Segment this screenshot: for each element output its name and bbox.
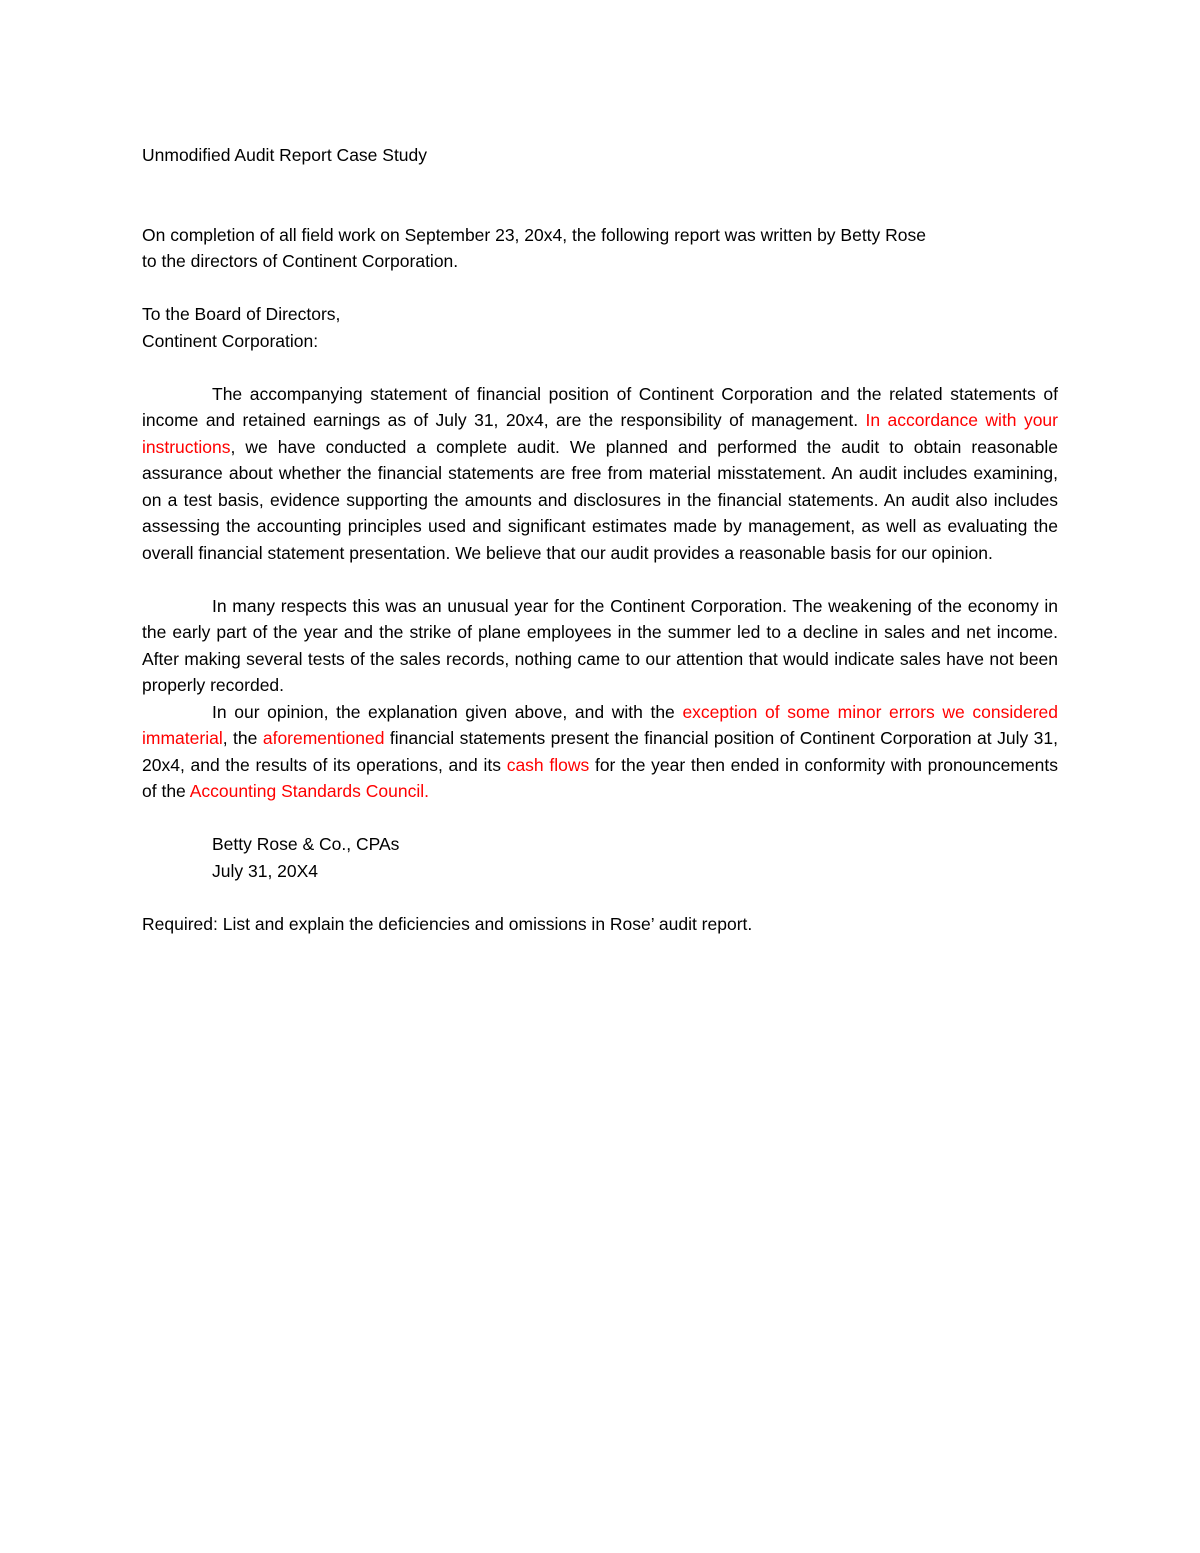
- opinion-text-4: for the year then ended in conformity with pronouncements of the: [142, 754, 1059, 801]
- document-title: Unmodified Audit Report Case Study: [142, 145, 428, 165]
- salutation-line-2: Continent Corporation:: [142, 330, 319, 351]
- scope-text-1: The accompanying statement of financial position of Continent Corporation and the related statements of income and retained earnings as of July 31, 20x4, are the responsibility of management.: [142, 383, 1058, 430]
- required-question: Required: List and explain the deficiencies and omissions in Rose’ audit report.: [142, 913, 753, 934]
- signature-date: July 31, 20X4: [212, 860, 319, 881]
- scope-text-2: , we have conducted a complete audit. We planned and performed the audit to obtain reasonable assurance about whether the financial statements are free from material misstatement. An audit includes examining, on a test basis, evidence supporting the amounts and disclosures in the financial statements. An audit also includes assessing the accounting principles used and significant estimates made by management, as well as evaluating the overall financial statement presentation. We believe that our audit provides a reasonable basis for our opinion.: [142, 436, 1058, 563]
- opinion-text-1: In our opinion, the explanation given above, and with the: [212, 701, 683, 722]
- highlight-instructions: In accordance with your instructions: [142, 410, 1058, 457]
- opinion-text-3: financial statements present the financial position of Continent Corporation at July 31, 20x4, and the results of its operations, and its: [142, 728, 1059, 775]
- opinion-paragraph: [142, 699, 1058, 805]
- scope-paragraph: [142, 381, 1058, 567]
- intro-line-2: to the directors of Continent Corporation.: [142, 251, 459, 271]
- highlight-standards-council: Accounting Standards Council.: [189, 781, 429, 801]
- highlight-cash-flows: cash flows: [506, 754, 590, 775]
- signature-block: [142, 831, 1058, 884]
- opinion-text-2: , the: [222, 728, 263, 748]
- document-body: [142, 142, 1058, 937]
- salutation: [142, 301, 1058, 354]
- explanatory-paragraph: In many respects this was an unusual year for the Continent Corporation. The weakening of the economy in the early part of the year and the strike of plane employees in the summer led to a decline in sales and net income. After making several tests of the sales records, nothing came to our attention that would indicate sales have not been properly recorded.: [142, 595, 1058, 695]
- intro-line-1: On completion of all field work on September 23, 20x4, the following report was written by Betty Rose: [142, 224, 927, 245]
- highlight-aforementioned: aforementioned: [262, 728, 385, 748]
- highlight-minor-errors: exception of some minor errors we considered immaterial: [142, 701, 1058, 748]
- signature-firm: Betty Rose & Co., CPAs: [212, 834, 400, 854]
- intro-paragraph: [142, 222, 1058, 275]
- salutation-line-1: To the Board of Directors,: [142, 304, 341, 324]
